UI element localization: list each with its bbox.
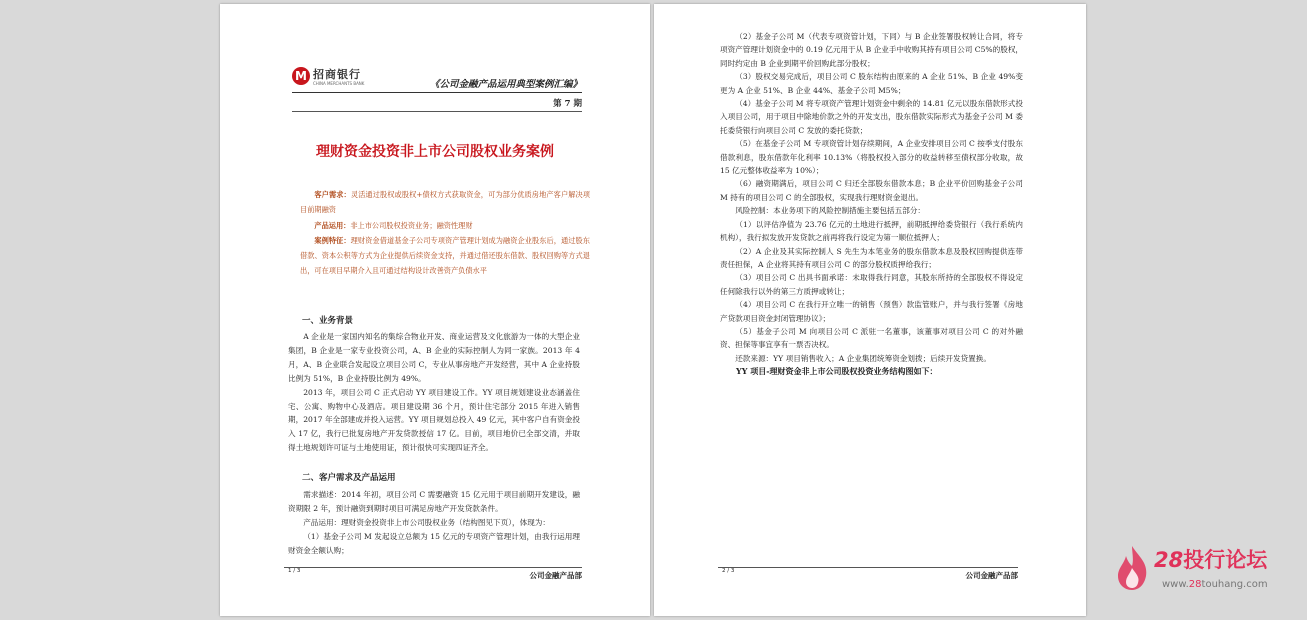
page-2-body xyxy=(720,30,1023,379)
document-title: 理财资金投资非上市公司股权业务案例 xyxy=(316,144,554,160)
paragraph: （1）基金子公司 M 发起设立总额为 15 亿元的专项资产管理计划，由我行运用理财资金全额认购； xyxy=(288,531,580,555)
footer-department: 公司金融产品部 xyxy=(965,571,1018,580)
footer-rule xyxy=(284,567,582,568)
bank-logo-icon: M xyxy=(292,67,310,85)
issue-number: 第 7 期 xyxy=(553,99,582,109)
section-1-body xyxy=(288,330,580,455)
paragraph: A 企业是一家国内知名的集综合物业开发、商业运营及文化旅游为一体的大型企业集团，B 企业是一家专业投资公司，A、B 企业的实际控制人为同一家族。2013 年 4 月，A、B 企业联合发起设立项目公司 C，专业从事房地产开发经营，其中 A 企业持股比例为 51%，B 企业持股比例为 49%。 xyxy=(288,332,580,383)
paragraph: （5）基金子公司 M 向项目公司 C 派驻一名董事，该董事对项目公司 C 的对外融资、担保等事宜享有一票否决权。 xyxy=(720,326,1023,350)
summary-product-text: 非上市公司股权投资业务；融资性理财 xyxy=(350,220,473,230)
case-summary xyxy=(300,187,590,279)
paragraph: （1）以评估净值为 23.76 亿元的土地进行抵押，前期抵押给委贷银行（我行系统内机构），我行拟发放开发贷款之前再将我行设定为第一顺位抵押人； xyxy=(720,219,1023,243)
paragraph: （4）项目公司 C 在我行开立唯一的销售（预售）款监管账户，并与我行签署《房地产贷款项目资金封闭管理协议》； xyxy=(720,300,1023,323)
paragraph: （4）基金子公司 M 将专项资产管理计划资金中剩余的 14.81 亿元以股东借款形式投入项目公司，用于项目中除地价款之外的开发支出，股东借款实际形式为基金子公司 M 委托委贷银行向项目公司 C 发放的委托贷款； xyxy=(720,99,1023,135)
summary-need-text: 灵活通过股权或股权+债权方式获取资金，可为部分优质房地产客户解决项目前期融资 xyxy=(300,190,590,215)
document-page-2 xyxy=(654,4,1086,616)
paragraph: （6）融资期满后，项目公司 C 归还全部股东借款本息；B 企业平价回购基金子公司 M 持有的项目公司 C 的全部股权，实现我行理财资金退出。 xyxy=(720,179,1023,202)
header-title: 《公司金融产品运用典型案例汇编》 xyxy=(429,79,582,90)
forum-url-prefix: www. xyxy=(1162,579,1189,590)
bank-logo-text: 招商银行 xyxy=(313,68,361,81)
bank-logo xyxy=(292,66,365,94)
paragraph: （2）A 企业及其实际控制人 S 先生为本笔业务的股东借款本息及股权回购提供连带责任担保，A 企业将其持有项目公司 C 的部分股权质押给我行； xyxy=(720,246,1023,269)
header-rule xyxy=(292,92,582,93)
summary-need-label: 客户需求： xyxy=(314,190,351,199)
paragraph: 2013 年，项目公司 C 正式启动 YY 项目建设工作。YY 项目规划建设业态涵盖住宅、公寓、购物中心及酒店。项目建设期 36 个月，预计住宅部分 2015 年进入销售期，2017 年全部建成并投入运营。YY 项目规划总投入 49 亿元，其中客户自有资金投入 17 亿，我行已批复房地产开发贷款授信 17 亿。目前，项目地价已全部交清，并取得土地规划许可证与土地使用证，预计很快可实现四证齐全。 xyxy=(288,387,580,453)
forum-name-number: 28 xyxy=(1154,548,1184,572)
flame-icon xyxy=(1112,544,1152,592)
document-page-1 xyxy=(220,4,650,616)
issue-rule xyxy=(292,111,582,112)
paragraph: 需求描述：2014 年初，项目公司 C 需要融资 15 亿元用于项目前期开发建设，融资期限 2 年，预计融资到期时项目可满足房地产开发贷款条件。 xyxy=(288,490,580,513)
paragraph: 产品运用：理财资金投资非上市公司股权业务（结构图见下页），体现为： xyxy=(303,517,550,527)
paragraph: （3）股权交易完成后，项目公司 C 股东结构由原来的 A 企业 51%、B 企业 49%变更为 A 企业 51%、B 企业 44%、基金子公司 M5%； xyxy=(720,72,1023,95)
structure-chart-caption: YY 项目-理财资金非上市公司股权投资业务结构图如下： xyxy=(736,366,938,377)
forum-url xyxy=(1162,579,1268,590)
summary-highlight-text: 理财资金借道基金子公司专项资产管理计划成为融资企业股东后，通过股东借款、资本公积等方式为企业提供后续资金支持，并通过借还股东借款、股权回购等方式退出，可在项目早期介入且可通过结构设计改善资产负债水平 xyxy=(300,235,590,276)
forum-url-suffix: touhang.com xyxy=(1201,579,1268,590)
summary-product-label: 产品运用： xyxy=(314,220,351,230)
bank-logo-subtext: CHINA MERCHANTS BANK xyxy=(313,81,365,86)
section-1-title: 一、业务背景 xyxy=(302,316,354,326)
paragraph: 风险控制：本业务项下的风险控制措施主要包括五部分： xyxy=(735,206,926,216)
footer-rule xyxy=(718,567,1018,568)
forum-url-highlight: 28 xyxy=(1188,579,1202,590)
footer-page-number: 2 / 3 xyxy=(722,568,735,574)
section-2-body xyxy=(288,488,580,558)
section-2-title: 二、客户需求及产品运用 xyxy=(302,473,396,483)
forum-name xyxy=(1154,544,1267,574)
paragraph: （5）在基金子公司 M 专项资管计划存续期间，A 企业安排项目公司 C 按季支付股东借款利息，股东借款年化利率 10.13%（将股权投入部分的收益转移至债权部分收取，故 15 亿元整体收益率为 10%）； xyxy=(720,139,1023,176)
paragraph: 还款来源：YY 项目销售收入；A 企业集团统筹资金划拨；后续开发贷置换。 xyxy=(735,353,991,363)
footer-page-number: 1 / 3 xyxy=(288,568,301,574)
forum-watermark xyxy=(1112,542,1282,602)
footer-department: 公司金融产品部 xyxy=(529,571,582,580)
summary-highlight-label: 案例特征： xyxy=(314,235,351,245)
forum-name-text: 投行论坛 xyxy=(1183,548,1268,572)
paragraph: （3）项目公司 C 出具书面承诺：未取得我行同意，其股东所持的全部股权不得设定任何除我行以外的第三方质押或转让； xyxy=(720,273,1023,296)
paragraph: （2）基金子公司 M（代表专项资管计划，下同）与 B 企业签署股权转让合同，将专项资产管理计划资金中的 0.19 亿元用于从 B 企业手中收购其持有项目公司 C5%的股权，同时约定由 B 企业到期平价回购此部分股权； xyxy=(720,32,1024,68)
